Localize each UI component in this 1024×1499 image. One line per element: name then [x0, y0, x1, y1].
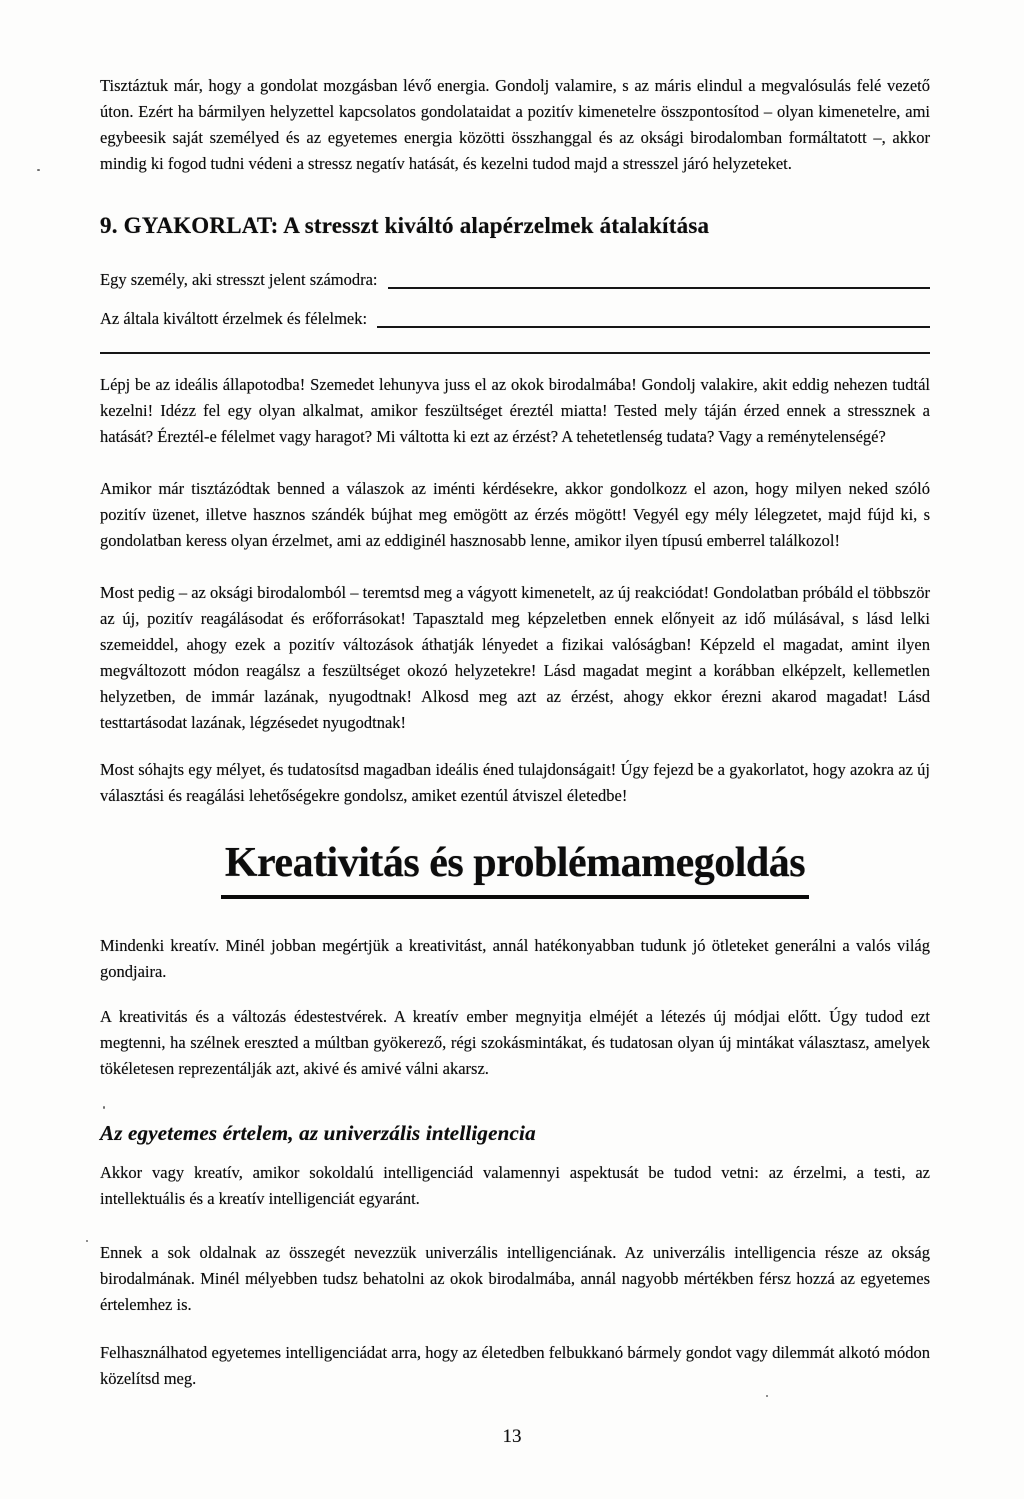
- field-label-emotions: Az általa kiváltott érzelmek és félelmek:: [100, 309, 368, 328]
- exercise-paragraph-2: Amikor már tisztázódtak benned a válaszok az iménti kérdésekre, akkor gondolkozz el azon, hogy milyen neked szóló pozitív üzenet, illetve hasznos szándék bújhat meg emögött az érzés mögött! Vegyél egy mély lélegzetet, majd fújd ki, s gondolatban keress olyan érzelmet, ami az eddiginél hasznosabb lenne, amikor ilyen típusú emberrel találkozol!: [100, 479, 930, 550]
- field-row-stress-person: [100, 267, 930, 293]
- field-row-emotions: [100, 306, 930, 332]
- exercise-heading: 9. GYAKORLAT: A stresszt kiváltó alapérzelmek átalakítása: [100, 213, 710, 238]
- chapter-paragraph-1: Mindenki kreatív. Minél jobban megértjük a kreativitást, annál hatékonyabban tudunk jó ötleteket generálni a valós világ gondjaira.: [100, 936, 930, 981]
- chapter-title: [100, 839, 930, 899]
- section-paragraph-2: Ennek a sok oldalnak az összegét nevezzük univerzális intelligenciának. Az univerzális intelligencia része az okság birodalmának. Minél mélyebben tudsz behatolni az okok birodalmába, annál nagyobb mértékben férsz hozzá az egyetemes értelemhez is.: [100, 1243, 930, 1314]
- exercise-paragraph-3: Most pedig – az oksági birodalomból – teremtsd meg a vágyott kimenetelt, az új reakciódat! Gondolatban próbáld el többször az új, pozitív reagálásodat és erőforrásokat! Tapasztald meg képzeletben ennek előnyeit az idő múlásával, s lásd lelki szemeiddel, ahogy ezek a pozitív változások áthatják lényedet a fizikai valóságban! Képzeld el magadat, amint ilyen megváltozott módon reagálsz a feszültséget okozó helyzetekre! Lásd magadat megint a korábban elképzelt, kellemetlen helyzetben, de immár lazának, nyugodtnak! Alkosd meg azt az érzést, ahogy ekkor érezni akarod magadat! Lásd testtartásodat lazának, légzésedet nyugodtnak!: [100, 583, 930, 732]
- fill-in-line-stress-person: [388, 287, 930, 289]
- field-label-stress-person: Egy személy, aki stresszt jelent számodra:: [100, 270, 378, 289]
- scan-speck: [766, 1395, 768, 1397]
- section-heading: Az egyetemes értelem, az univerzális intelligencia: [100, 1121, 536, 1145]
- page-number: 13: [502, 1426, 522, 1447]
- section-paragraph-3: Felhasználhatod egyetemes intelligenciádat arra, hogy az életedben felbukkanó bármely gondot vagy dilemmát alkotó módon közelítsd meg.: [100, 1343, 930, 1388]
- fill-in-line-emotions: [377, 326, 930, 328]
- scan-speck: [103, 1106, 105, 1109]
- scan-speck: [86, 1240, 88, 1242]
- section-paragraph-1: Akkor vagy kreatív, amikor sokoldalú intelligenciád valamennyi aspektusát be tudod vetni: az érzelmi, a testi, az intellektuális és a kreatív intelligenciát egyaránt.: [100, 1163, 930, 1208]
- intro-paragraph: Tisztáztuk már, hogy a gondolat mozgásban lévő energia. Gondolj valamire, s az máris elindul a megvalósulás felé vezető úton. Ezért ha bármilyen helyzettel kapcsolatos gondolataidat a pozitív kimenetelre összpontosítod – olyan kimenetelre, ami egybeesik saját személyed és az egyetemes energia közötti összhanggal és az oksági birodalomban formáltatott –, akkor mindig ki fogod tudni védeni a stressz negatív hatását, és kezelni tudod majd a stresszel járó helyzeteket.: [100, 76, 930, 173]
- chapter-title-text: Kreativitás és problémamegoldás: [221, 839, 809, 899]
- scan-speck: [37, 169, 40, 171]
- chapter-paragraph-2: A kreativitás és a változás édestestvérek. A kreatív ember megnyitja elméjét a létezés új módjai előtt. Úgy tudod ezt megtenni, ha szélnek ereszted a múltban gyökerező, régi szokásmintákat, és tudatosan olyan új mintákat választasz, amelyek tökéletesen reprezentálják azt, akivé és amivé válni akarsz.: [100, 1007, 930, 1078]
- exercise-paragraph-4: Most sóhajts egy mélyet, és tudatosítsd magadban ideális éned tulajdonságait! Úgy fejezd be a gyakorlatot, hogy azokra az új választási és reagálási lehetőségekre gondolsz, amiket ezentúl átviszel életedbe!: [100, 760, 930, 805]
- exercise-paragraph-1: Lépj be az ideális állapotodba! Szemedet lehunyva juss el az okok birodalmába! Gondolj valakire, akit eddig nehezen tudtál kezelni! Idézz fel egy olyan alkalmat, amikor feszültséget éreztél miatta! Tested mely táján érzed ennek a stressznek a hatását? Éreztél-e félelmet vagy haragot? Mi váltotta ki ezt az érzést? A tehetetlenség tudata? Vagy a reménytelenségé?: [100, 375, 930, 446]
- separator-line: [100, 352, 930, 354]
